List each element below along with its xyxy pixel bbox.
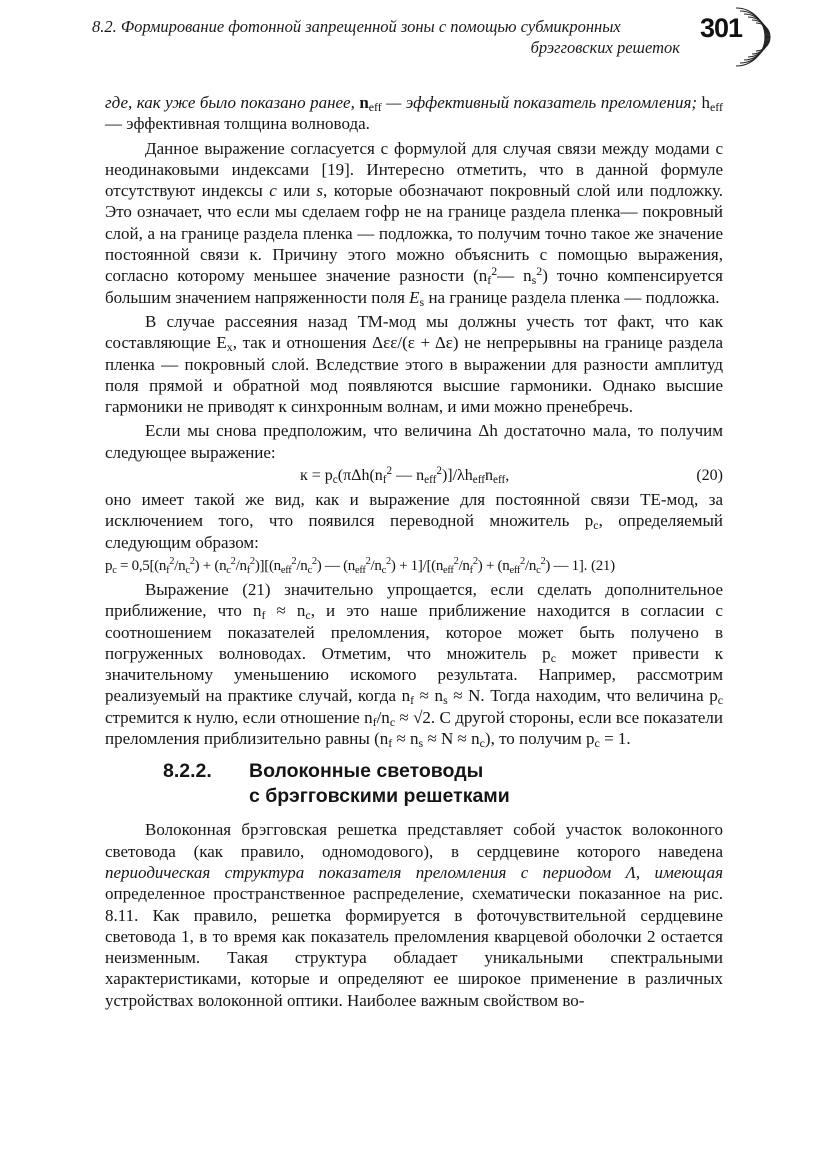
f20-end: , (505, 467, 510, 485)
section-title-line1: Волоконные световоды (249, 760, 484, 783)
p5-part-b: , определяемый следующим образом: (105, 511, 723, 552)
p6-k: ≈ N ≈ n (423, 729, 480, 749)
formula-20-number: (20) (696, 467, 723, 485)
p2-part-b: , которые обозначают покровный слой или подложку. Это означает, что если мы сделаем гофр не на границе раздела пленка— покровный слой, а на границе раздела пленка — подложка, то получим точно такое же значение постоянной связи к. Причину этого можно объяснить с помощью выражения, согласно которому меньшее значение разности (n (105, 181, 724, 286)
paragraph-4: Если мы снова предположим, что величина Δh достаточно мала, то получим следующее выражение: (105, 421, 723, 462)
p6-nc-sub: c (305, 608, 311, 623)
p2-part-e: ) точно компенсируется большим значением напряженности поля (105, 266, 723, 307)
p6-j: ≈ n (392, 729, 419, 749)
p6-g: стремится к нулю, если отношение n (105, 707, 373, 727)
p6-e: ≈ n (414, 686, 444, 706)
p6-c: , и это наше приближение находится в согласии с соотношением показателей преломления, которое может быть получено в погруженных волноводах. Отметим, что множитель p (105, 601, 723, 663)
formula-21-number: (21) (591, 557, 615, 574)
p6-ns-sub: s (443, 693, 448, 708)
p2-Es-sub: s (419, 294, 425, 309)
p5-part-a: оно имеет такой же вид, как и выражение для постоянной связи ТЕ-мод, за исключением того, что появился переводной множитель p (105, 490, 723, 531)
paragraph-6 (105, 579, 723, 749)
p6-b: ≈ n (265, 601, 306, 621)
p2-index-c: c (269, 181, 277, 201)
p7-b: определенное пространственное распределение, схематически показанное на рис. 8.11. Как правило, решетка формируется в фоточувствительной сердцевине световода 1, в то время как показатель преломления кварцевой оболочки 2 остается неизменным. Такая структура обладает уникальными спектральными характеристиками, которые и определяют ее широкое применение в различных устройствах волоконной оптики. Наиболее важным свойством во- (105, 884, 723, 1010)
f20-nf-sub: f (382, 474, 387, 487)
p7-italic: периодическая структура показателя преломления с периодом Λ, имеющая (105, 862, 723, 882)
p6-d: может привести к значительному уменьшению искомого результата. Например, рассмотрим реализуемый на практике случай, когда n (105, 643, 723, 706)
p7-a: Волоконная брэгговская решетка представляет собой участок волоконного световода (как правило, одномодового), в сердцевине которого наведена (105, 820, 723, 861)
paragraph-2 (105, 138, 723, 308)
formula-21: $p_c = 0,5[(n_f^2/n_c^2) + (n_c^2/n_f^2)][(n_{eff}^2/n_c^2)$ — $(n_{eff}^2/n_c^2) + 1]/[(n_{eff}^2/n_f^2) + (n_{eff}^2/n_c^2)$ — 1]. (21) (105, 555, 615, 576)
paragraph-5 (105, 489, 723, 553)
p6-pc3-sub: c (594, 736, 600, 751)
p3-part-a: В случае рассеяния назад ТМ-мод мы должны учесть тот факт, что как составляющие E (105, 311, 723, 353)
formula-20-expression: $к = p_c(\pi\Delta h(n_f^2$ — $n_{eff}^2)]/\lambda h_{eff}n_{eff}$, (300, 465, 510, 487)
p1-heff-symbol: h (701, 93, 711, 112)
f20-neff-sub: eff (424, 474, 437, 487)
p6-ns2-sub: s (418, 736, 424, 751)
p6-pc2-sub: c (717, 693, 723, 708)
p1-part-c: — эффективная толщина волновода. (105, 114, 370, 134)
f20-nf-sup: 2 (386, 465, 393, 478)
running-header-line1: 8.2. Формирование фотонной запрещенной зоны с помощью субмикронных (92, 17, 621, 36)
p2-nf-sup: 2 (491, 264, 498, 279)
p2-part-f: на границе раздела пленка — подложка. (424, 287, 720, 307)
p6-nf3-sub: f (372, 714, 377, 729)
f20-heff-sub: eff (472, 474, 486, 487)
p2-part-d: — n (497, 266, 532, 286)
p6-nf4-sub: f (388, 736, 393, 751)
p6-m: = 1. (599, 729, 631, 749)
f21-p: p (105, 557, 113, 574)
p1-heff-sub: eff (710, 100, 723, 114)
p2-nf-sub: f (487, 273, 492, 288)
p2-index-s: s (316, 181, 324, 201)
paragraph-3 (105, 311, 723, 417)
p6-l: ), то получим p (484, 729, 595, 749)
p1-part-a: где, как уже было показано ранее, (105, 93, 360, 112)
p2-part-a: Данное выражение согласуется с формулой для случая связи между модами с неодинаковыми индексами [19]. Интересно отметить, что в данной формуле отсутствуют индексы (105, 138, 723, 201)
f20-neff2-sub: eff (493, 474, 506, 487)
f20-kappa: к = p (300, 467, 333, 485)
running-header-line2: брэгговских решеток (530, 38, 680, 57)
f20-pc-sub: c (332, 474, 338, 487)
p6-nc3-sub: c (479, 736, 485, 751)
p6-nf2-sub: f (410, 693, 415, 708)
running-header (92, 16, 680, 58)
p1-neff-symbol: n (359, 93, 369, 112)
formula-20 (105, 464, 723, 488)
p2-ns-sup: 2 (536, 264, 543, 279)
p1-part-b: — эффективный показатель преломления; (381, 93, 702, 112)
p6-h: /n (376, 707, 390, 727)
f20-minus: — n (392, 467, 425, 485)
body-text (105, 92, 723, 1011)
p3-Ex-sub: x (226, 340, 233, 355)
paragraph-1 (105, 92, 723, 135)
p6-pc-sub: c (550, 650, 556, 665)
p2-ns-sub: s (531, 273, 537, 288)
p2-or: или (276, 181, 317, 201)
f20-tail: )]/λh (441, 467, 473, 485)
paragraph-7 (105, 819, 723, 1011)
section-title-line2: с брэгговскими решетками (249, 785, 510, 808)
p1-neff-sub: eff (368, 100, 382, 114)
p5-pc-sub: c (593, 518, 599, 533)
p6-f: ≈ N. Тогда находим, что величина p (447, 686, 718, 706)
f21-body-start: = 0,5[(n (116, 557, 167, 574)
p6-nc2-sub: c (389, 714, 396, 729)
page-number: 301 (700, 13, 743, 43)
p6-a: Выражение (21) значительно упрощается, если сделать дополнительное приближение, что n (105, 579, 723, 621)
f20-neff-sup: 2 (436, 465, 442, 478)
section-heading (163, 759, 723, 809)
f21-pc-sub: c (112, 564, 117, 576)
decorative-arcs-icon (728, 6, 786, 68)
p2-field-E: E (409, 287, 420, 307)
p6-nf-sub: f (261, 608, 266, 623)
section-number: 8.2.2. (163, 760, 212, 783)
f20-mid: (πΔh(n (337, 467, 383, 485)
p6-i: ≈ √2. С другой стороны, если все показатели преломления приблизительно равны (n (105, 707, 723, 749)
p3-part-b: , так и отношения Δεε/(ε + Δε) не непрерывны на границе раздела пленка — покровный слой. Вследствие этого в выражении для разности амплитуд поля прямой и обратной мод появляются высшие гармоники. Однако высшие гармоники не приводят к синхронным волнам, и ими можно пренебречь. (105, 333, 723, 417)
